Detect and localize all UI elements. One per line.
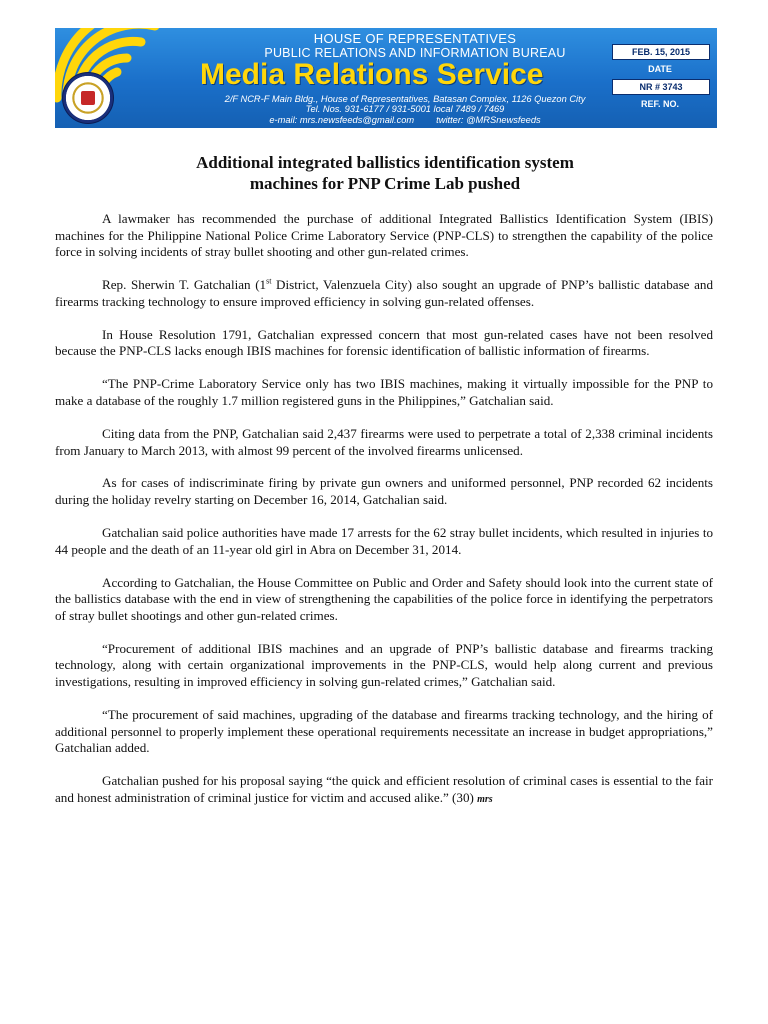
paragraph: “Procurement of additional IBIS machines and an upgrade of PNP’s ballistic database and firearms tracking technology, along with certain organizational improvements in the PNP-CLS, would help along current and previous investigations, resulting in improved efficiency in solving gun-related crimes,” Gatchalian said. [55,640,713,689]
paragraph-text: District, Valenzuela City) also sought an upgrade of PNP’s ballistic database and firearms tracking technology to ensure improved efficiency in solving gun-related offenses. [55,277,714,309]
date-label: DATE [648,64,672,74]
date-value: FEB. 15, 2015 [612,44,710,60]
ref-number-value: NR # 3743 [612,79,710,95]
author-initials: mrs [477,793,493,805]
house-seal-logo [62,72,114,124]
paragraph: Gatchalian said police authorities have made 17 arrests for the 62 stray bullet incidents, which resulted in injuries to 44 people and the death of an 11-year old girl in Abra on December 31, 2014. [55,525,713,557]
banner-telephone: Tel. Nos. 931-6177 / 931-5001 local 7489 / 7469 [305,104,505,114]
banner-title: Media Relations Service [200,58,544,91]
banner-twitter: twitter: @MRSnewsfeeds [436,115,541,125]
paragraph: According to Gatchalian, the House Committee on Public and Order and Safety should look into the current state of the ballistics database with the end in view of strengthening the capabilities of the police force in identifying the perpetrators of stray bullet shootings and other gun-related crimes. [55,574,713,623]
article-body [55,211,713,825]
paragraph-text: Gatchalian pushed for his proposal saying “the quick and efficient resolution of criminal cases is essential to the fair and honest administration of criminal justice for victim and accused alike.” (30) [55,773,713,805]
paragraph: Citing data from the PNP, Gatchalian said 2,437 firearms were used to perpetrate a total of 2,338 criminal incidents from January to March 2013, with almost 99 percent of the involved firearms unlicensed. [55,425,713,458]
header-banner [55,28,717,128]
article-headline [60,152,710,194]
banner-org-name: HOUSE OF REPRESENTATIVES [313,31,517,46]
banner-contact [205,115,605,125]
ordinal-suffix: st [266,276,272,286]
ref-number-label: REF. NO. [640,99,679,109]
paragraph: As for cases of indiscriminate firing by private gun owners and uniformed personnel, PNP recorded 62 incidents during the holiday revelry starting on December 16, 2014, Gatchalian said. [55,475,713,508]
paragraph: In House Resolution 1791, Gatchalian expressed concern that most gun-related cases have not been resolved because the PNP-CLS lacks enough IBIS machines for forensic identification of ballistic information of firearms. [55,326,713,359]
paragraph [55,773,713,808]
headline-line-1: Additional integrated ballistics identification system [196,153,574,172]
paragraph: “The PNP-Crime Laboratory Service only has two IBIS machines, making it virtually impossible for the PNP to make a database of the roughly 1.7 million registered guns in the Philippines,” Gatchalian said. [55,376,713,408]
paragraph: A lawmaker has recommended the purchase of additional Integrated Ballistics Identification System (IBIS) machines for the Philippine National Police Crime Laboratory Service (PNP-CLS) to strengthen the capability of the police force in solving incidents of stray bullet shooting and other gun-related crimes. [55,211,713,260]
banner-email: e-mail: mrs.newsfeeds@gmail.com [269,115,415,125]
banner-bureau-name: PUBLIC RELATIONS AND INFORMATION BUREAU [264,46,566,60]
paragraph [55,277,713,310]
paragraph: “The procurement of said machines, upgrading of the database and firearms tracking technology, and the hiring of additional personnel to properly implement these operational requirements necessitate an increase in budget appropriations,” Gatchalian added. [55,706,713,756]
headline-line-2: machines for PNP Crime Lab pushed [249,174,521,193]
paragraph-text: Rep. Sherwin T. Gatchalian (1 [102,277,267,293]
banner-address: 2/F NCR-F Main Bldg., House of Representatives, Batasan Complex, 1126 Quezon City [224,94,586,104]
